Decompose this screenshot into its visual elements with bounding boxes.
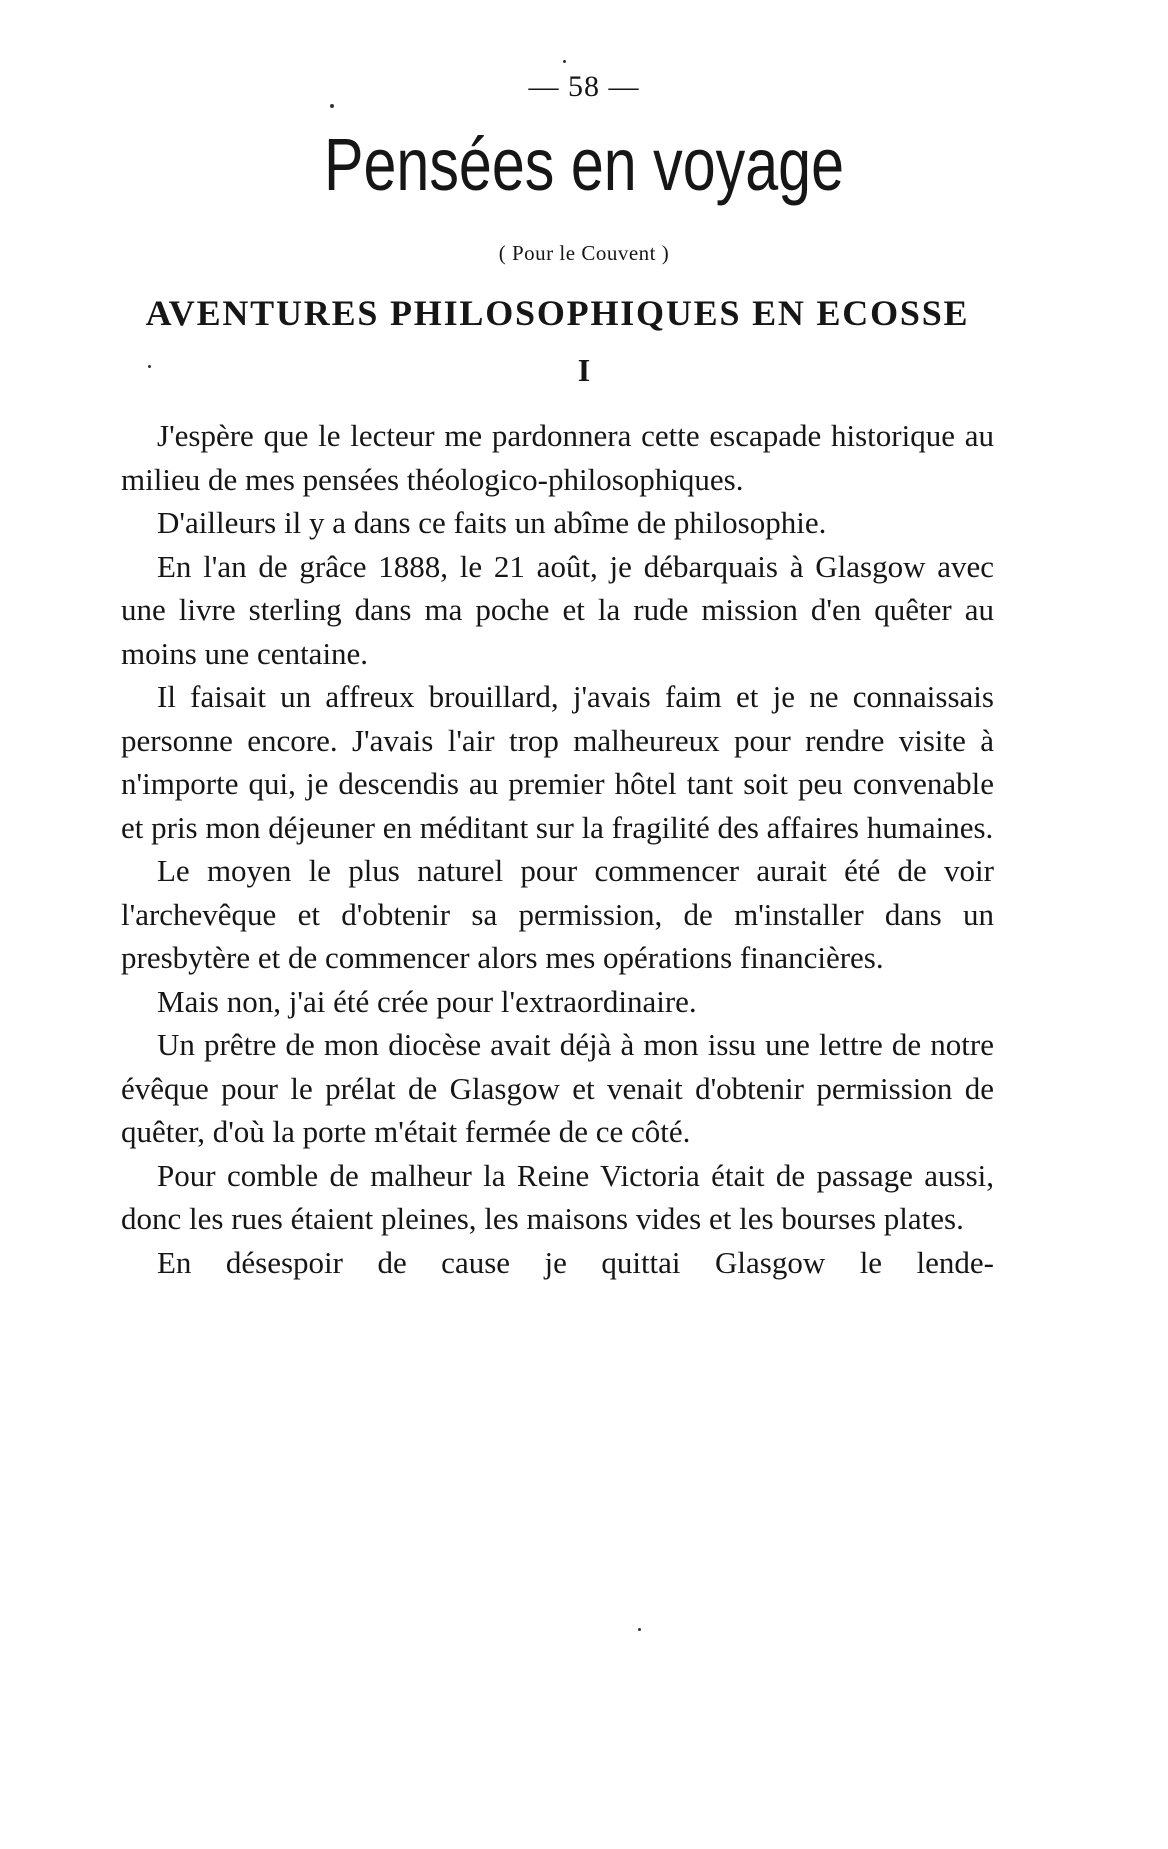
body-text — [121, 414, 994, 1284]
page-title: Pensées en voyage — [323, 123, 845, 206]
paragraph: Il faisait un affreux brouillard, j'avais faim et je ne connaissais personne encore. J'avais l'air trop malheureux pour rendre visite à n'importe qui, je descendis au premier hôtel tant soit peu convenable et pris mon déjeuner en méditant sur la fragilité des affaires humaines. — [121, 679, 994, 845]
page-subtitle: ( Pour le Couvent ) — [498, 241, 670, 265]
ink-speck — [638, 1628, 641, 1631]
paragraph: Pour comble de malheur la Reine Victoria était de passage aussi, donc les rues étaient pleines, les maisons vides et les bourses plates. — [121, 1157, 994, 1236]
paragraph: En désespoir de cause je quittai Glasgow le lende- — [157, 1244, 994, 1280]
paragraph: D'ailleurs il y a dans ce faits un abîme de philosophie. — [157, 505, 827, 540]
chapter-number: I — [577, 352, 591, 388]
paragraph: Le moyen le plus naturel pour commencer aurait été de voir l'archevêque et d'obtenir sa permission, de m'installer dans un presbytère et de commencer alors mes opérations financières. — [121, 853, 994, 975]
paragraph: Un prêtre de mon diocèse avait déjà à mon issu une lettre de notre évêque pour le prélat de Glasgow et venait d'obtenir permission de quêter, d'où la porte m'était fermée de ce côté. — [121, 1027, 994, 1149]
paragraph: J'espère que le lecteur me pardonnera cette escapade historique au milieu de mes pensées théologico-philosophiques. — [121, 418, 994, 497]
ink-speck — [148, 365, 151, 368]
ink-speck — [330, 104, 334, 108]
page-number: — 58 — — [528, 70, 640, 103]
paragraph: En l'an de grâce 1888, le 21 août, je débarquais à Glasgow avec une livre sterling dans ma poche et la rude mission d'en quêter au moins une centaine. — [121, 548, 994, 671]
paragraph: Mais non, j'ai été crée pour l'extraordinaire. — [157, 983, 697, 1019]
section-heading: AVENTURES PHILOSOPHIQUES EN ECOSSE — [145, 293, 970, 333]
ink-speck — [563, 60, 566, 63]
